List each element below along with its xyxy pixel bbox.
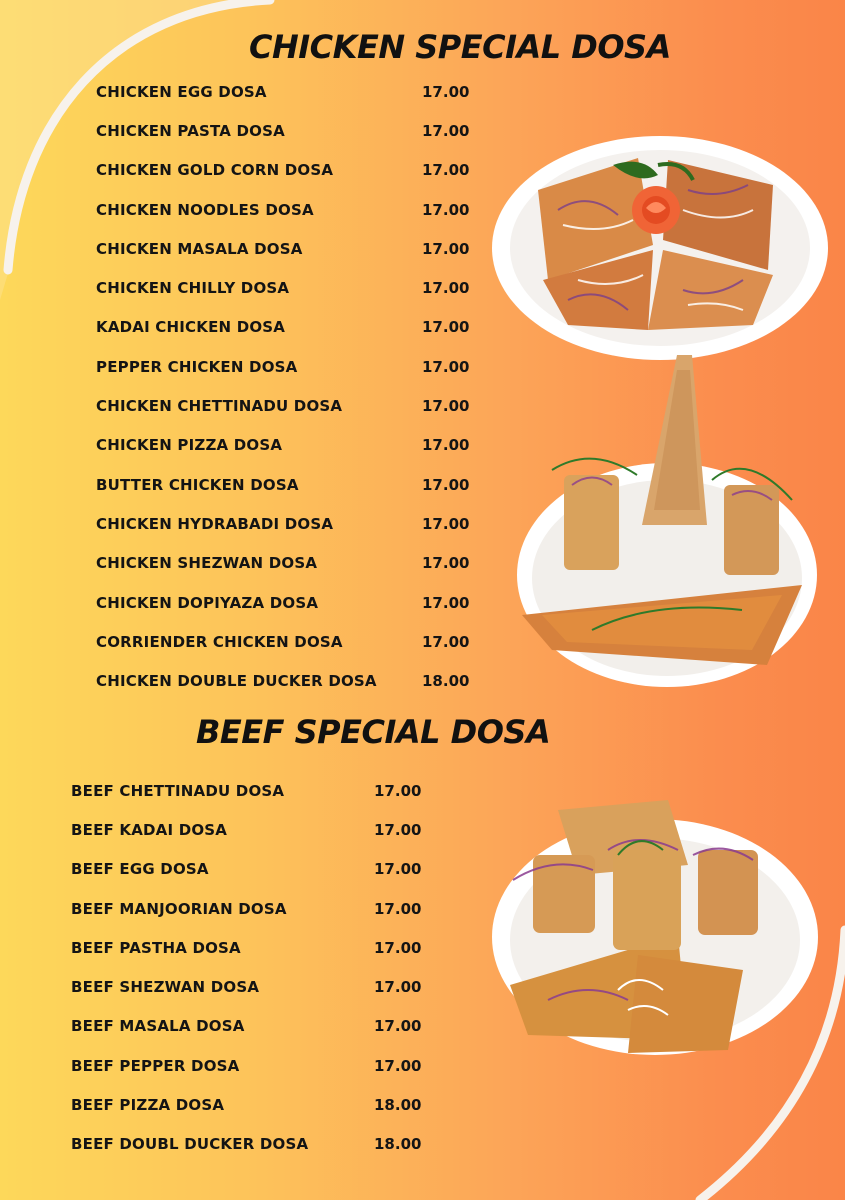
item-price: 17.00 bbox=[422, 121, 470, 140]
item-price: 17.00 bbox=[374, 820, 422, 839]
item-price: 17.00 bbox=[422, 475, 470, 494]
menu-item bbox=[71, 928, 422, 967]
item-name: BEEF PASTHA DOSA bbox=[71, 938, 241, 957]
item-price: 17.00 bbox=[422, 239, 470, 258]
item-name: CHICKEN HYDRABADI DOSA bbox=[96, 514, 334, 533]
item-price: 17.00 bbox=[422, 397, 470, 416]
item-price: 17.00 bbox=[422, 161, 470, 180]
beef-menu-list bbox=[71, 771, 422, 1164]
menu-item bbox=[71, 889, 422, 928]
menu-item bbox=[96, 465, 470, 504]
menu-item bbox=[71, 967, 422, 1006]
menu-item bbox=[96, 622, 470, 661]
item-price: 17.00 bbox=[422, 318, 470, 337]
item-name: CHICKEN GOLD CORN DOSA bbox=[96, 161, 334, 180]
item-price: 17.00 bbox=[422, 554, 470, 573]
item-price: 18.00 bbox=[422, 672, 470, 691]
menu-item bbox=[96, 347, 470, 386]
item-name: CHICKEN DOUBLE DUCKER DOSA bbox=[96, 672, 377, 691]
item-name: BEEF SHEZWAN DOSA bbox=[71, 978, 260, 997]
chicken-dosa-cone-image bbox=[512, 350, 822, 695]
menu-item bbox=[71, 810, 422, 849]
menu-item bbox=[71, 1046, 422, 1085]
item-price: 17.00 bbox=[374, 860, 422, 879]
item-price: 17.00 bbox=[374, 1017, 422, 1036]
item-name: CHICKEN PASTA DOSA bbox=[96, 121, 285, 140]
chicken-section-title: CHICKEN SPECIAL DOSA bbox=[249, 28, 671, 66]
item-name: BEEF KADAI DOSA bbox=[71, 820, 228, 839]
item-name: BEEF PIZZA DOSA bbox=[71, 1096, 225, 1115]
item-price: 17.00 bbox=[374, 1056, 422, 1075]
item-name: CHICKEN CHILLY DOSA bbox=[96, 279, 290, 298]
menu-item bbox=[71, 1007, 422, 1046]
chicken-menu-list bbox=[96, 72, 470, 701]
item-name: CHICKEN NOODLES DOSA bbox=[96, 200, 314, 219]
item-name: CHICKEN DOPIYAZA DOSA bbox=[96, 593, 319, 612]
item-name: CHICKEN SHEZWAN DOSA bbox=[96, 554, 318, 573]
item-name: BEEF CHETTINADU DOSA bbox=[71, 781, 285, 800]
item-price: 17.00 bbox=[422, 200, 470, 219]
item-name: CORRIENDER CHICKEN DOSA bbox=[96, 632, 343, 651]
item-price: 17.00 bbox=[422, 82, 470, 101]
item-price: 17.00 bbox=[422, 514, 470, 533]
menu-item bbox=[96, 229, 470, 268]
item-price: 17.00 bbox=[374, 899, 422, 918]
item-price: 17.00 bbox=[374, 938, 422, 957]
item-price: 17.00 bbox=[374, 781, 422, 800]
menu-item bbox=[96, 386, 470, 425]
item-name: BEEF PEPPER DOSA bbox=[71, 1056, 240, 1075]
item-name: KADAI CHICKEN DOSA bbox=[96, 318, 286, 337]
item-name: BUTTER CHICKEN DOSA bbox=[96, 475, 299, 494]
menu-item bbox=[96, 190, 470, 229]
menu-item bbox=[96, 268, 470, 307]
beef-dosa-plate-image bbox=[488, 795, 823, 1060]
menu-item bbox=[96, 661, 470, 700]
menu-item bbox=[96, 308, 470, 347]
item-price: 17.00 bbox=[422, 593, 470, 612]
item-price: 18.00 bbox=[374, 1096, 422, 1115]
item-name: CHICKEN MASALA DOSA bbox=[96, 239, 303, 258]
item-name: CHICKEN PIZZA DOSA bbox=[96, 436, 283, 455]
item-price: 17.00 bbox=[422, 357, 470, 376]
item-name: CHICKEN CHETTINADU DOSA bbox=[96, 397, 343, 416]
item-name: BEEF EGG DOSA bbox=[71, 860, 209, 879]
item-price: 17.00 bbox=[422, 632, 470, 651]
menu-item bbox=[96, 72, 470, 111]
chicken-dosa-plate-image bbox=[488, 130, 833, 365]
item-price: 18.00 bbox=[374, 1135, 422, 1154]
item-price: 17.00 bbox=[374, 978, 422, 997]
menu-item bbox=[71, 1125, 422, 1164]
item-price: 17.00 bbox=[422, 279, 470, 298]
menu-item bbox=[96, 544, 470, 583]
item-name: BEEF MASALA DOSA bbox=[71, 1017, 245, 1036]
item-price: 17.00 bbox=[422, 436, 470, 455]
item-name: BEEF MANJOORIAN DOSA bbox=[71, 899, 287, 918]
menu-item bbox=[96, 504, 470, 543]
item-name: BEEF DOUBL DUCKER DOSA bbox=[71, 1135, 309, 1154]
menu-item bbox=[96, 583, 470, 622]
menu-item bbox=[71, 1085, 422, 1124]
menu-item bbox=[71, 771, 422, 810]
menu-item bbox=[96, 426, 470, 465]
beef-section-title: BEEF SPECIAL DOSA bbox=[196, 713, 551, 751]
item-name: PEPPER CHICKEN DOSA bbox=[96, 357, 298, 376]
menu-item bbox=[96, 151, 470, 190]
menu-item bbox=[96, 111, 470, 150]
menu-item bbox=[71, 850, 422, 889]
item-name: CHICKEN EGG DOSA bbox=[96, 82, 267, 101]
